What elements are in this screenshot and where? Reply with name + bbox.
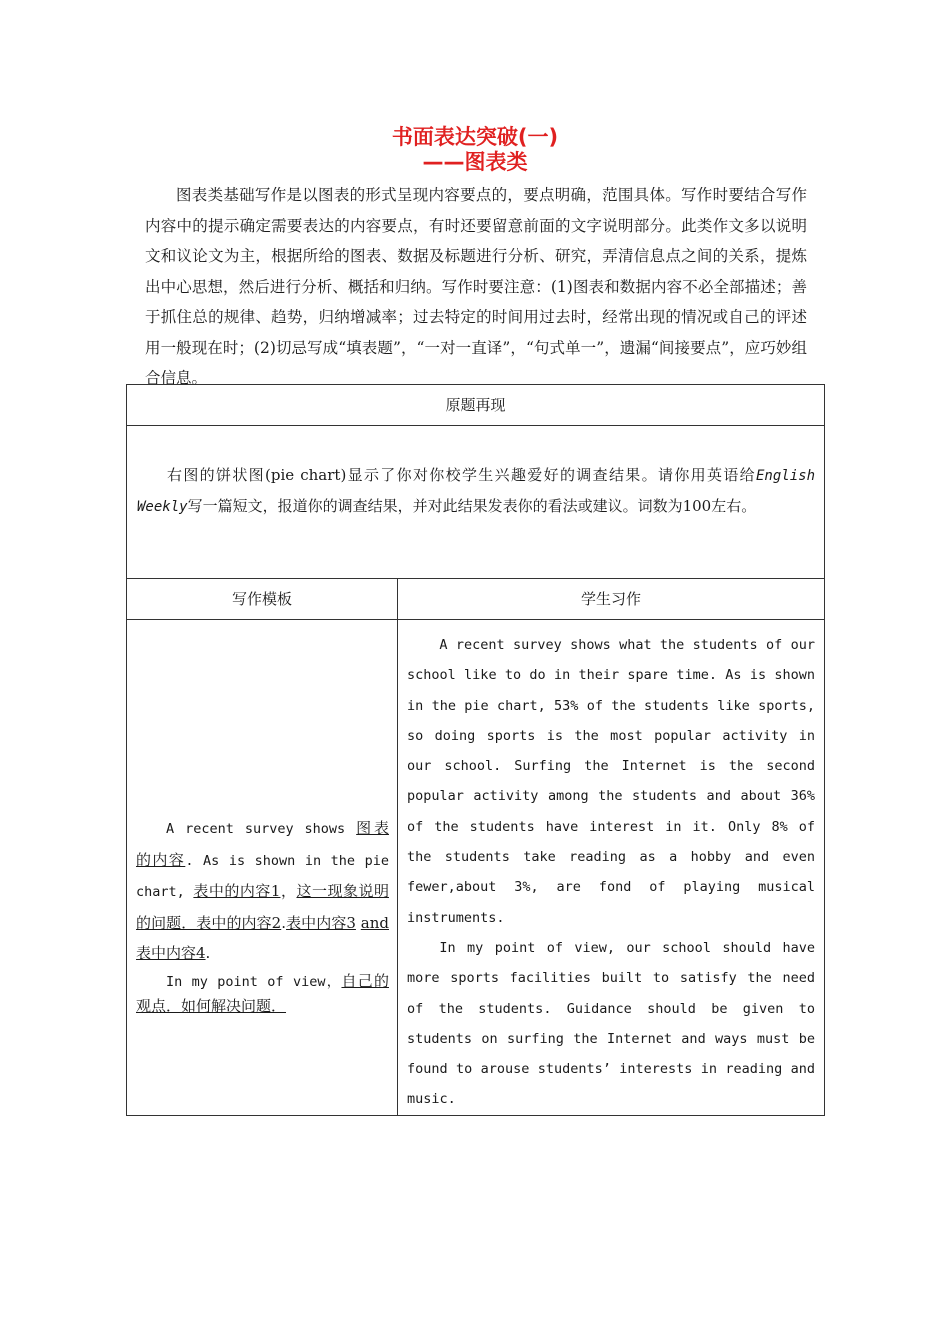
template-text: . [281,913,287,932]
writing-template [136,813,389,1018]
task-cell [127,426,825,579]
template-blank: 表中的内容1 [193,882,281,901]
template-text: In my point of view， [166,973,342,990]
student-essay-header: 学生习作 [398,579,825,620]
template-blank: and表中内容4 [136,913,389,963]
original-task-header: 原题再现 [127,385,825,426]
template-text: . [205,944,211,963]
essay-paragraph-2: In my point of view, our school should have more sports facilities built to satisfy the need of the students. Guidance should be given to students on surfing the Internet and ways must be found to arouse students’ interests in reading and music. [407,939,816,1108]
template-paragraph-1 [136,813,389,969]
page-title: 书面表达突破(一) [391,125,559,149]
template-text: A recent survey shows [166,821,357,838]
template-blank: 这一现象说明的问题．表中的内容2 [136,882,389,932]
page-subtitle: ——图表类 [422,150,528,174]
task-publication-name: English Weekly [137,468,816,515]
template-cell [127,620,398,1116]
template-text: . As is shown in the pie chart, [136,852,389,901]
template-header: 写作模板 [127,579,398,620]
template-blank: 表中内容3 [286,913,356,932]
template-paragraph-2 [136,969,389,1018]
template-blank: 自己的观点．如何解决问题． [136,971,389,1015]
intro-paragraph: 图表类基础写作是以图表的形式呈现内容要点的，要点明确，范围具体。写作时要结合写作内容中的提示确定需要表达的内容要点，有时还要留意前面的文字说明部分。此类作文多以说明文和议论文为主，根据所给的图表、数据及标题进行分析、研究，弄清信息点之间的关系，提炼出中心思想，然后进行分析、概括和归纳。写作时要注意：(1)图表和数据内容不必全部描述；善于抓住总的规律、趋势，归纳增减率；过去特定的时间用过去时，经常出现的情况或自己的评述用一般现在时；(2)切忌写成“填表题”，“一对一直译”，“句式单一”，遗漏“间接要点”，应巧妙组合信息。 [145,186,807,387]
task-text-part2: 写一篇短文，报道你的调查结果，并对此结果发表你的看法或建议。词数为100左右。 [187,497,757,515]
task-text-part1: 右图的饼状图(pie chart)显示了你对你校学生兴趣爱好的调查结果。请你用英语给 [167,466,756,484]
writing-table [126,384,825,1116]
task-text [137,460,815,522]
template-blank: 图表的内容 [136,819,389,869]
student-essay [407,630,815,1115]
student-essay-cell [398,620,825,1116]
template-text: ， [280,882,297,901]
essay-paragraph-1: A recent survey shows what the students of our school like to do in their spare time. As is shown in the pie chart, 53% of the students like sports, so doing sports is the most popular activity in our school. Surfing the Internet is the second popular activity among the students and about 36% of the students have interest in it. Only 8% of the students take reading as a hobby and even fewer,about 3%, are fond of playing musical instruments. [407,637,816,926]
